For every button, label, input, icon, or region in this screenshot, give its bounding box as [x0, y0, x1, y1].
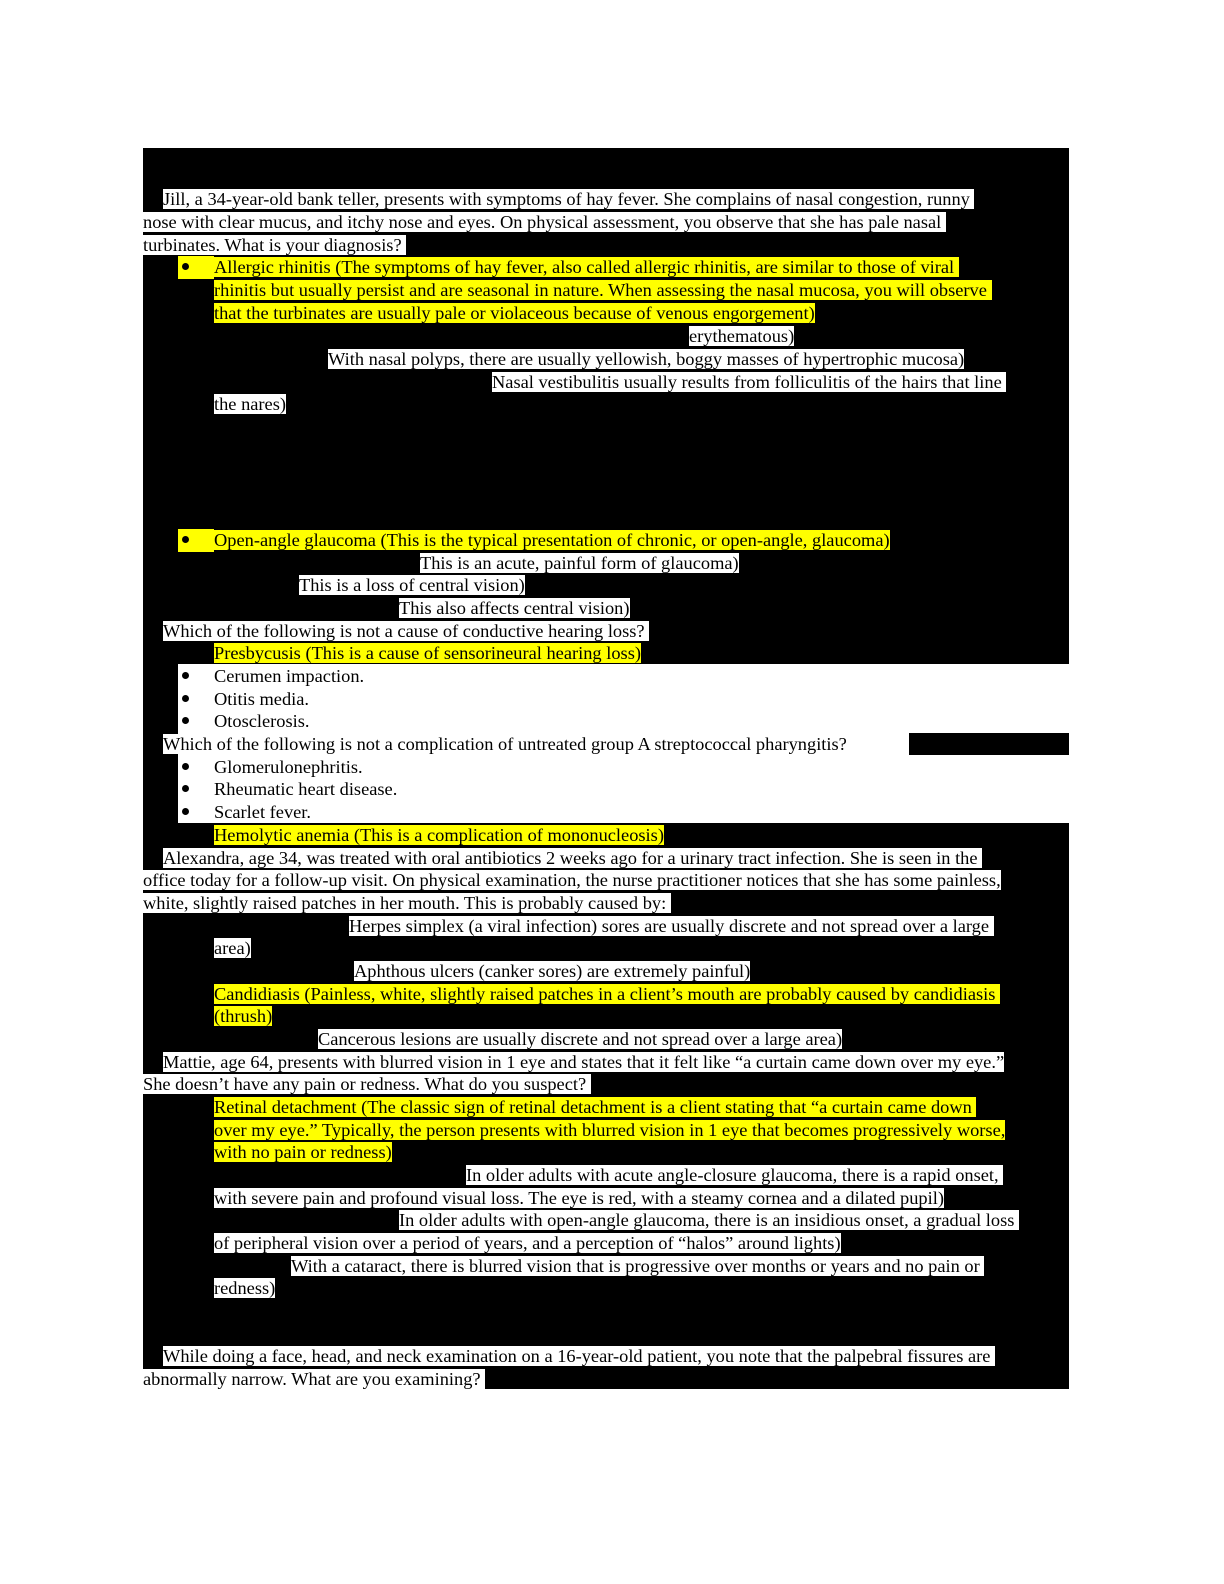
- distractor-rationale: area): [214, 938, 251, 958]
- distractor-rationale: with severe pain and profound visual loss. The eye is red, with a steamy cornea and a dilated pupil): [214, 1188, 944, 1208]
- answer-option: Rheumatic heart disease.: [214, 779, 398, 799]
- distractor-rationale: erythematous): [689, 326, 795, 346]
- highlighted-answer: Retinal detachment (The classic sign of retinal detachment is a client stating that “a curtain came down: [214, 1097, 977, 1117]
- highlighted-answer: Candidiasis (Painless, white, slightly raised patches in a client’s mouth are probably caused by candidiasis: [214, 984, 1001, 1004]
- highlighted-answer: with no pain or redness): [214, 1142, 392, 1162]
- bullet-icon: [178, 665, 214, 688]
- question-stem: Which of the following is not a cause of conductive hearing loss?: [163, 621, 650, 641]
- question-stem: office today for a follow-up visit. On physical examination, the nurse practitioner notices that she has some painless,: [143, 870, 1001, 890]
- highlighted-answer: that the turbinates are usually pale or violaceous because of venous engorgement): [214, 303, 815, 323]
- distractor-rationale: In older adults with open-angle glaucoma, there is an insidious onset, a gradual loss: [399, 1210, 1020, 1230]
- bullet-icon: [178, 688, 214, 711]
- answer-option: Otitis media.: [214, 689, 310, 709]
- question-stem: Which of the following is not a complication of untreated group A streptococcal pharyngitis?: [163, 734, 852, 754]
- distractor-rationale: of peripheral vision over a period of years, and a perception of “halos” around lights): [214, 1233, 841, 1253]
- distractor-rationale: the nares): [214, 394, 286, 414]
- bullet-icon: [178, 801, 214, 824]
- bullet-icon: [178, 756, 214, 779]
- question-stem: nose with clear mucus, and itchy nose and eyes. On physical assessment, you observe that she has pale nasal: [143, 212, 946, 232]
- distractor-rationale: Cancerous lesions are usually discrete and not spread over a large area): [318, 1029, 843, 1049]
- highlighted-answer: Presbycusis (This is a cause of sensorineural hearing loss): [214, 643, 641, 663]
- question-stem: turbinates. What is your diagnosis?: [143, 235, 407, 255]
- bullet-icon: [178, 256, 214, 279]
- question-stem: Mattie, age 64, presents with blurred vision in 1 eye and states that it felt like “a curtain came down over my eye.”: [163, 1052, 1005, 1072]
- highlighted-answer: Hemolytic anemia (This is a complication of mononucleosis): [214, 825, 664, 845]
- distractor-rationale: Aphthous ulcers (canker sores) are extremely painful): [354, 961, 751, 981]
- distractor-rationale: In older adults with acute angle-closure glaucoma, there is a rapid onset,: [466, 1165, 1004, 1185]
- highlighted-answer: over my eye.” Typically, the person presents with blurred vision in 1 eye that becomes progressively worse,: [214, 1120, 1006, 1140]
- distractor-rationale: This is a loss of central vision): [299, 575, 525, 595]
- redaction-bar: [909, 733, 1069, 755]
- question-stem: Alexandra, age 34, was treated with oral antibiotics 2 weeks ago for a urinary tract infection. She is seen in the: [163, 848, 983, 868]
- highlighted-answer: Open-angle glaucoma (This is the typical presentation of chronic, or open-angle, glaucoma): [214, 530, 890, 550]
- distractor-rationale: Nasal vestibulitis usually results from folliculitis of the hairs that line: [492, 372, 1007, 392]
- question-stem: Jill, a 34-year-old bank teller, presents with symptoms of hay fever. She complains of nasal congestion, runny: [163, 189, 975, 209]
- distractor-rationale: With a cataract, there is blurred vision that is progressive over months or years and no pain or: [291, 1256, 985, 1276]
- question-stem: While doing a face, head, and neck examination on a 16-year-old patient, you note that the palpebral fissures are: [163, 1346, 995, 1366]
- highlighted-answer: Allergic rhinitis (The symptoms of hay fever, also called allergic rhinitis, are similar to those of viral: [214, 257, 959, 277]
- distractor-rationale: This also affects central vision): [399, 598, 630, 618]
- distractor-rationale: With nasal polyps, there are usually yellowish, boggy masses of hypertrophic mucosa): [328, 349, 965, 369]
- answer-option: Cerumen impaction.: [214, 666, 365, 686]
- question-stem: white, slightly raised patches in her mouth. This is probably caused by:: [143, 893, 671, 913]
- answer-option: Scarlet fever.: [214, 802, 312, 822]
- distractor-rationale: redness): [214, 1278, 276, 1298]
- answer-option: Glomerulonephritis.: [214, 757, 363, 777]
- bullet-icon: [178, 710, 214, 733]
- bullet-icon: [178, 778, 214, 801]
- distractor-rationale: This is an acute, painful form of glaucoma): [420, 553, 739, 573]
- question-stem: abnormally narrow. What are you examining?: [143, 1369, 486, 1389]
- bullet-icon: [178, 529, 214, 552]
- distractor-rationale: Herpes simplex (a viral infection) sores are usually discrete and not spread over a large: [349, 916, 994, 936]
- highlighted-answer: rhinitis but usually persist and are seasonal in nature. When assessing the nasal mucosa, you will observe: [214, 280, 992, 300]
- highlighted-answer: (thrush): [214, 1006, 273, 1026]
- answer-option: Otosclerosis.: [214, 711, 310, 731]
- question-stem: She doesn’t have any pain or redness. What do you suspect?: [143, 1074, 591, 1094]
